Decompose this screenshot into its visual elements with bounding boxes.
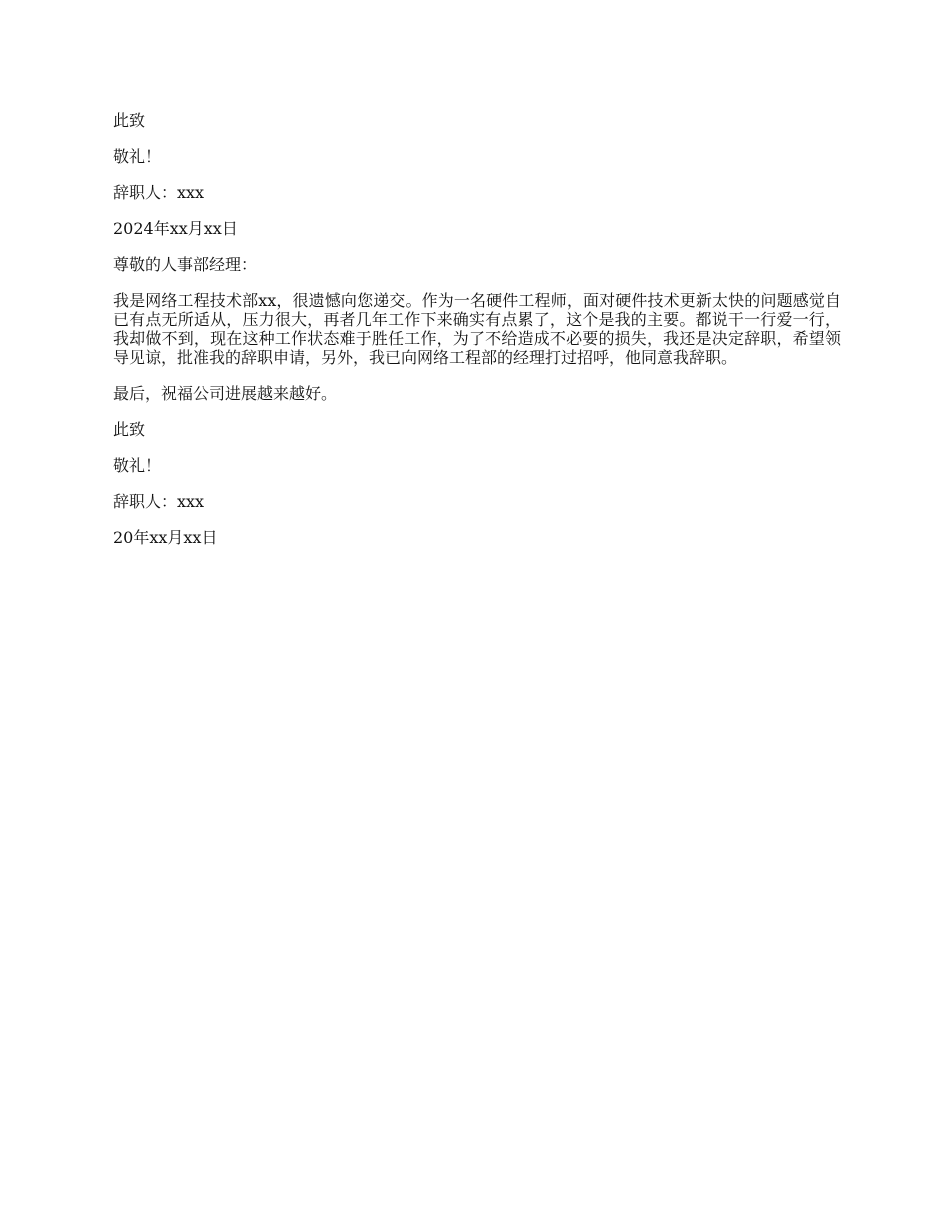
signer-line: 辞职人：xxx (113, 183, 205, 202)
date-line: 2024年xx月xx日 (113, 219, 238, 238)
signer-line: 辞职人：xxx (113, 492, 205, 511)
regards-text: 敬礼！ (113, 456, 162, 475)
closing-text: 此致 (113, 111, 146, 130)
date-line: 20年xx月xx日 (113, 528, 218, 547)
wish-text: 最后，祝福公司进展越来越好。 (113, 384, 338, 403)
document-page (113, 111, 841, 564)
salutation: 尊敬的人事部经理： (113, 255, 258, 274)
body-paragraph: 我是网络工程技术部xx，很遗憾向您递交。作为一名硬件工程师，面对硬件技术更新太快的问题感觉自已有点无所适从，压力很大，再者几年工作下来确实有点累了，这个是我的主要。都说干一行爱一行，我却做不到，现在这种工作状态难于胜任工作，为了不给造成不必要的损失，我还是决定辞职，希望领导见谅，批准我的辞职申请，另外，我已向网络工程部的经理打过招呼，他同意我辞职。 (113, 291, 841, 367)
regards-text: 敬礼！ (113, 147, 162, 166)
closing-text: 此致 (113, 420, 146, 439)
